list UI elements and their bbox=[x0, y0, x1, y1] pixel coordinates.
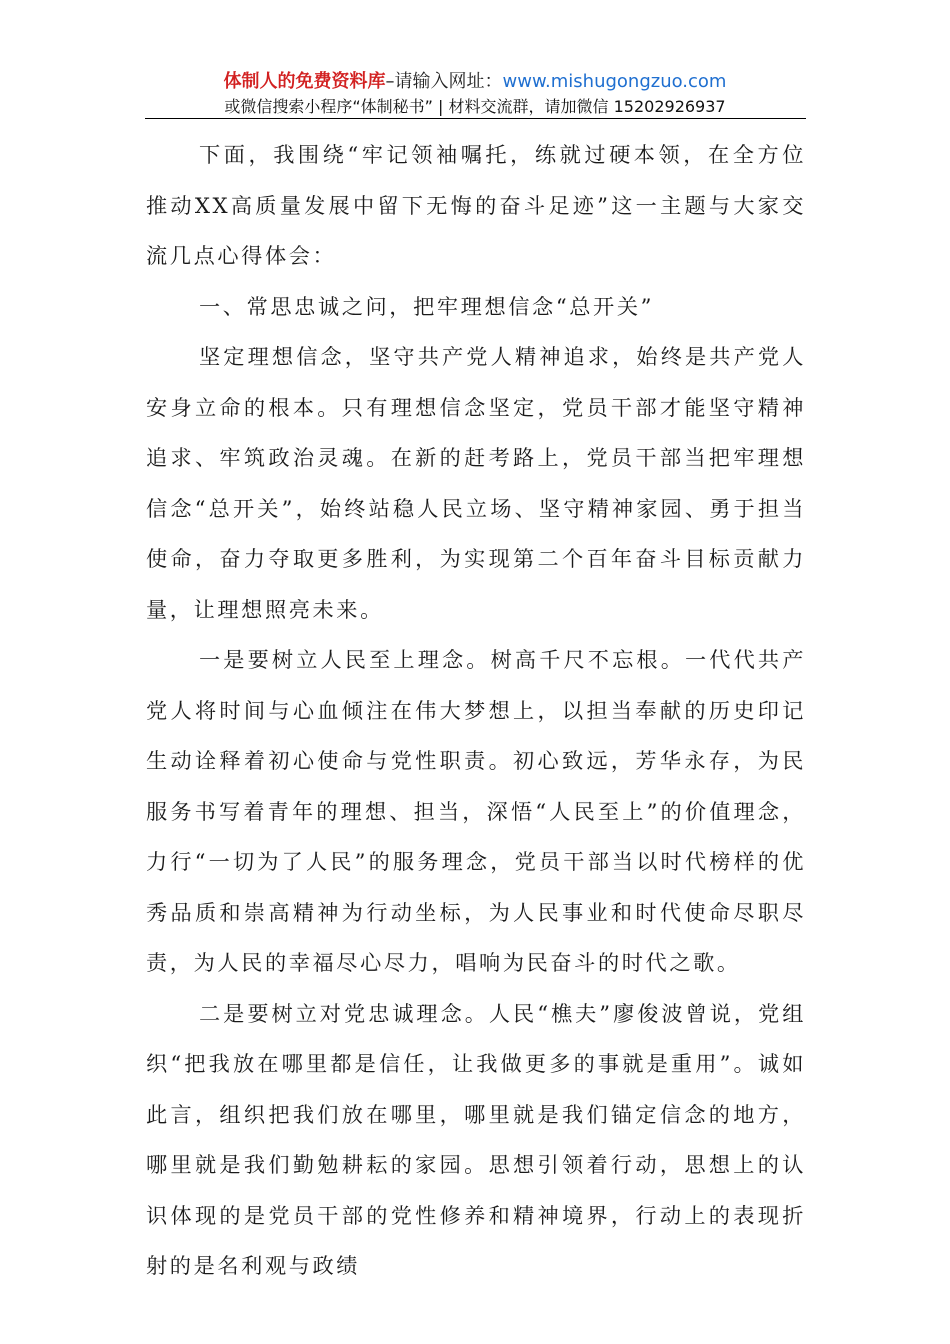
paragraph: 一是要树立人民至上理念。树高千尺不忘根。一代代共产党人将时间与心血倾注在伟大梦想上，以担当奉献的历史印记生动诠释着初心使命与党性职责。初心致远，芳华永存，为民服务书写着青年的理想、担当，深悟“人民至上”的价值理念，力行“一切为了人民”的服务理念，党员干部当以时代榜样的优秀品质和崇高精神为行动坐标，为人民事业和时代使命尽职尽责，为人民的幸福尽心尽力，唱响为民奋斗的时代之歌。 bbox=[146, 647, 806, 975]
header-url-link[interactable]: www.mishugongzuo.com bbox=[502, 71, 727, 92]
header-prompt: –请输入网址： bbox=[385, 71, 503, 92]
header-brand: 体制人的免费资料库 bbox=[223, 71, 386, 92]
document-body bbox=[146, 130, 806, 1292]
page-header bbox=[0, 70, 950, 118]
header-contact: 或微信搜索小程序“体制秘书” | 材料交流群，请加微信 15202926937 bbox=[224, 97, 726, 116]
paragraph-intro: 下面，我围绕“牢记领袖嘱托，练就过硬本领，在全方位推动XX高质量发展中留下无悔的奋斗足迹”这一主题与大家交流几点心得体会： bbox=[146, 142, 806, 268]
section-heading: 一、常思忠诚之问，把牢理想信念“总开关” bbox=[199, 293, 655, 319]
paragraph: 二是要树立对党忠诚理念。人民“樵夫”廖俊波曾说，党组织“把我放在哪里都是信任，让我做更多的事就是重用”。诚如此言，组织把我们放在哪里，哪里就是我们锚定信念的地方，哪里就是我们勤勉耕耘的家园。思想引领着行动，思想上的认识体现的是党员干部的党性修养和精神境界，行动上的表现折射的是名利观与政绩 bbox=[146, 1000, 806, 1278]
header-divider bbox=[145, 118, 806, 119]
header-banner bbox=[0, 70, 950, 94]
paragraph: 坚定理想信念，坚守共产党人精神追求，始终是共产党人安身立命的根本。只有理想信念坚定，党员干部才能坚守精神追求、牢筑政治灵魂。在新的赶考路上，党员干部当把牢理想信念“总开关”，始终站稳人民立场、坚守精神家园、勇于担当使命，奋力夺取更多胜利，为实现第二个百年奋斗目标贡献力量，让理想照亮未来。 bbox=[146, 344, 806, 622]
